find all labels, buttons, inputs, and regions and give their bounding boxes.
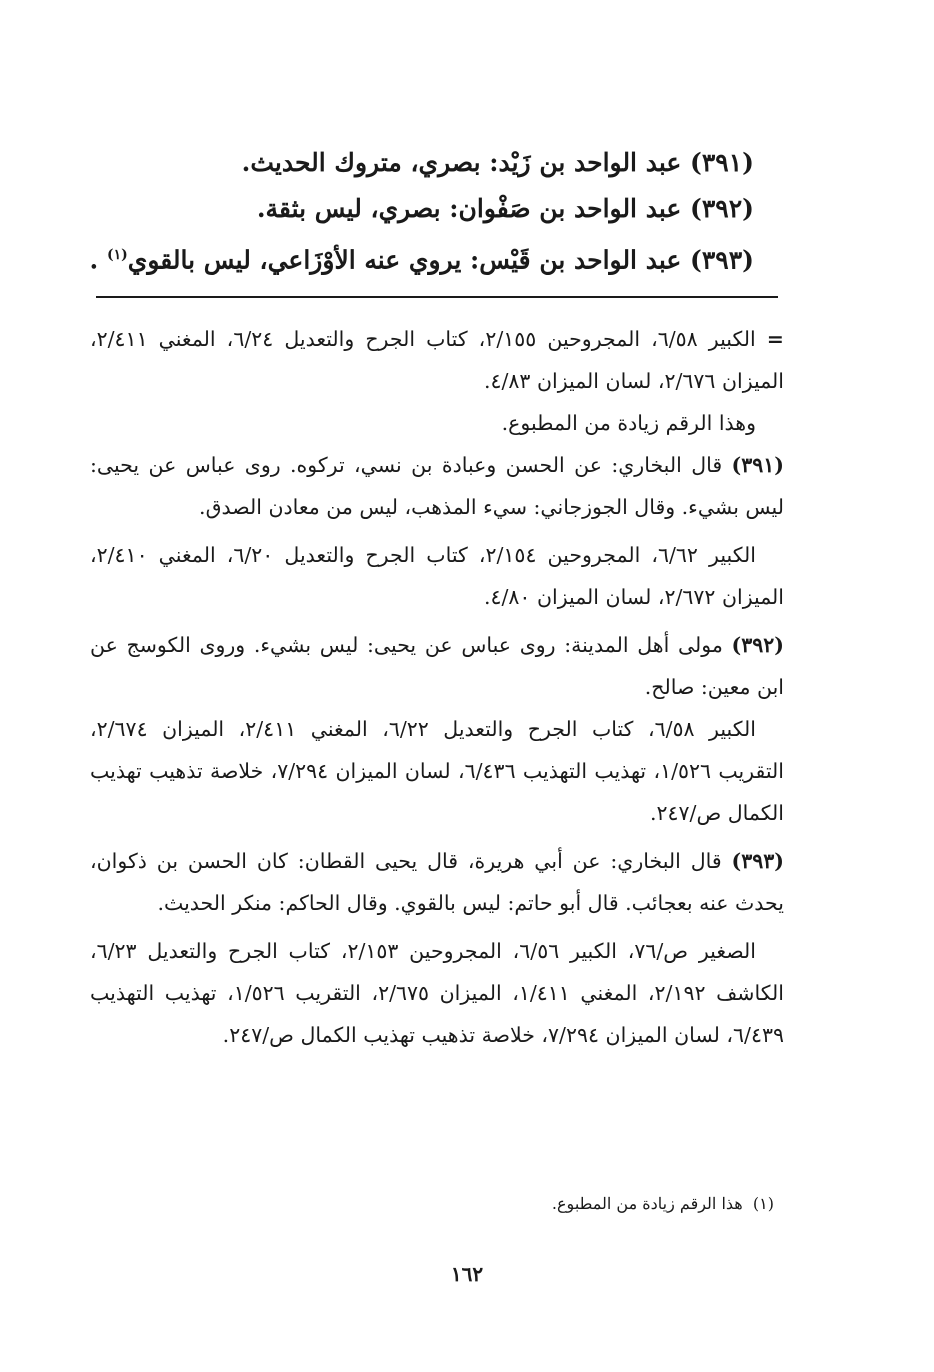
entry-number: (٣٩٢) — [690, 194, 754, 223]
page-number: ١٦٢ — [450, 1262, 484, 1286]
entry-text: عبد الواحد بن صَفْوان: بصري، ليس بثقة. — [256, 194, 682, 223]
entry-393 — [89, 232, 754, 283]
commentary-text: قال البخاري: عن الحسن وعبادة بن نسي، تركوه. روى عباس عن يحيى: ليس بشيء. وقال الجوزجاني: سيء المذهب، ليس من معادن الصدق. — [90, 453, 784, 519]
main-entries — [89, 140, 754, 283]
footnote-1 — [110, 1190, 774, 1218]
refs-393: الصغير ص/٧٦، الكبير ٦/٥٦، المجروحين ٢/١٥٣، كتاب الجرح والتعديل ٦/٢٣، الكاشف ٢/١٩٢، المغني ١/٤١١، الميزان ٢/٦٧٥، التقريب ١/٥٢٦، تهذيب التهذيب ٦/٤٣٩، لسان الميزان ٧/٢٩٤، خلاصة تذهيب تهذيب الكمال ص/٢٤٧. — [90, 939, 784, 1047]
footnote-reference: (١) — [106, 247, 128, 263]
separator-rule — [96, 296, 778, 298]
refs-391: الكبير ٦/٦٢، المجروحين ٢/١٥٤، كتاب الجرح والتعديل ٦/٢٠، المغني ٢/٤١٠، الميزان ٢/٦٧٢، لسان الميزان ٤/٨٠. — [90, 543, 784, 609]
commentary-number: (٣٩٣) — [731, 849, 784, 873]
intro-note: وهذا الرقم زيادة من المطبوع. — [501, 411, 756, 435]
entry-392 — [110, 186, 754, 232]
commentary-392 — [90, 624, 784, 708]
footnote-number: (١) — [752, 1194, 774, 1213]
commentary-text: مولى أهل المدينة: روى عباس عن يحيى: ليس بشيء. وروى الكوسج عن ابن معين: صالح. — [90, 633, 784, 699]
entry-number: (٣٩٣) — [690, 245, 754, 275]
commentary-text: قال البخاري: عن أبي هريرة، قال يحيى القطان: كان الحسن بن ذكوان، يحدث عنه بعجائب. قال أبو حاتم: ليس بالقوي. وقال الحاكم: منكر الحديث. — [90, 849, 784, 915]
commentary-393 — [90, 840, 784, 924]
continuation-mark: = — [766, 327, 784, 351]
commentary-number: (٣٩٢) — [731, 633, 784, 657]
commentary-block — [90, 318, 784, 1056]
entry-text: عبد الواحد بن قَيْس: يروي عنه الأوْزَاعي، ليس بالقوي — [127, 245, 682, 275]
entry-end: . — [89, 245, 99, 275]
intro-refs-text: الكبير ٦/٥٨، المجروحين ٢/١٥٥، كتاب الجرح والتعديل ٦/٢٤، المغني ٢/٤١١، الميزان ٢/٦٧٦، لسان الميزان ٤/٨٣. — [90, 327, 784, 393]
commentary-number: (٣٩١) — [731, 453, 784, 477]
footnotes — [110, 1190, 774, 1218]
refs-392: الكبير ٦/٥٨، كتاب الجرح والتعديل ٦/٢٢، المغني ٢/٤١١، الميزان ٢/٦٧٤، التقريب ١/٥٢٦، تهذيب التهذيب ٦/٤٣٦، لسان الميزان ٧/٢٩٤، خلاصة تذهيب تهذيب الكمال ص/٢٤٧. — [90, 717, 784, 825]
entry-number: (٣٩١) — [690, 148, 754, 177]
entry-text: عبد الواحد بن زَيْد: بصري، متروك الحديث. — [241, 148, 682, 177]
commentary-391 — [90, 444, 784, 528]
entry-391 — [110, 140, 754, 186]
intro-refs — [90, 318, 784, 402]
footnote-text: هذا الرقم زيادة من المطبوع. — [551, 1194, 743, 1213]
